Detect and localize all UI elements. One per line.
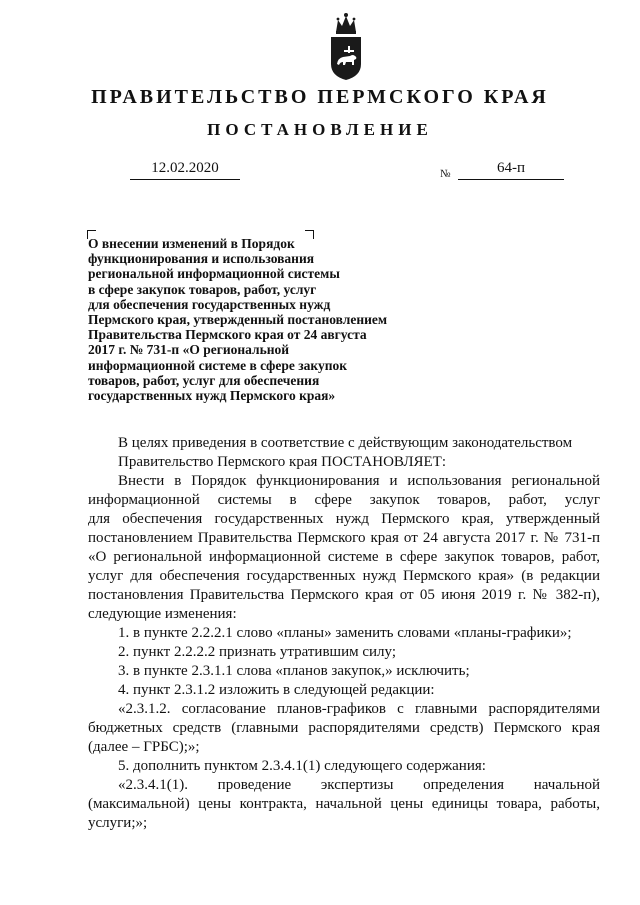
paragraph-line: постановлением Правительства Пермского края от 24 августа 2017 г. № 731-п <box>88 530 600 546</box>
subject-line: в сфере закупок товаров, работ, услуг <box>88 281 317 297</box>
paragraph-line: услуг для обеспечения государственных нужд Пермского края» (в редакции <box>88 568 600 584</box>
subject-line: Пермского края, утвержденный постановлением <box>88 312 388 328</box>
government-title: ПРАВИТЕЛЬСТВО ПЕРМСКОГО КРАЯ <box>91 86 549 108</box>
paragraph-line: «О региональной информационной системе в сфере закупок товаров, работ, <box>88 549 600 565</box>
quote-line: услуги;»; <box>88 815 148 831</box>
list-item: 2. пункт 2.2.2.2 признать утратившим силу; <box>118 644 397 660</box>
quote-line: бюджетных средств (главными распорядителями средств) Пермского края <box>88 720 600 736</box>
subject-line: государственных нужд Пермского края» <box>88 388 336 404</box>
list-item: 4. пункт 2.3.1.2 изложить в следующей редакции: <box>118 682 435 698</box>
number-sign: № <box>440 168 451 180</box>
subject-line: товаров, работ, услуг для обеспечения <box>88 372 320 388</box>
quote-line: (максимальной) цены контракта, начальной цены единицы товара, работы, <box>88 796 600 812</box>
document-subject <box>88 236 418 403</box>
subject-line: информационной системе в сфере закупок <box>88 357 348 373</box>
quote-line: (далее – ГРБС);»; <box>88 739 200 755</box>
subject-line: для обеспечения государственных нужд <box>88 296 331 312</box>
paragraph-line: следующие изменения: <box>88 606 237 622</box>
quote-line: «2.3.4.1(1). проведение экспертизы определения начальной <box>118 777 600 793</box>
subject-line: 2017 г. № 731-п «О региональной <box>88 342 290 358</box>
subject-line: О внесении изменений в Порядок <box>88 236 295 251</box>
list-item: 1. в пункте 2.2.2.1 слово «планы» заменить словами «планы-графики»; <box>118 625 572 641</box>
list-item: 5. дополнить пунктом 2.3.4.1(1) следующего содержания: <box>118 758 486 774</box>
perm-krai-coat-of-arms-icon <box>328 12 364 82</box>
quote-line: «2.3.1.2. согласование планов-графиков с главными распорядителями <box>118 701 600 717</box>
subject-line: Правительства Пермского края от 24 августа <box>88 327 367 343</box>
document-date: 12.02.2020 <box>130 160 240 180</box>
paragraph-line: постановления Правительства Пермского края от 05 июня 2019 г. № 382-п), <box>88 587 600 603</box>
intro-line: Правительство Пермского края ПОСТАНОВЛЯЕТ: <box>118 454 447 470</box>
paragraph-line: Внести в Порядок функционирования и использования региональной <box>118 473 600 489</box>
paragraph-line: информационной системы в сфере закупок товаров, работ, услуг <box>88 492 600 508</box>
document-type: ПОСТАНОВЛЕНИЕ <box>207 120 433 139</box>
document-number: 64-п <box>458 160 564 180</box>
subject-line: функционирования и использования <box>88 251 315 267</box>
list-item: 3. в пункте 2.3.1.1 слова «планов закупок,» исключить; <box>118 663 470 679</box>
subject-line: региональной информационной системы <box>88 266 340 282</box>
intro-line: В целях приведения в соответствие с действующим законодательством <box>118 435 573 451</box>
document-body <box>88 434 600 833</box>
paragraph-line: для обеспечения государственных нужд Пермского края, утвержденный <box>88 511 600 527</box>
